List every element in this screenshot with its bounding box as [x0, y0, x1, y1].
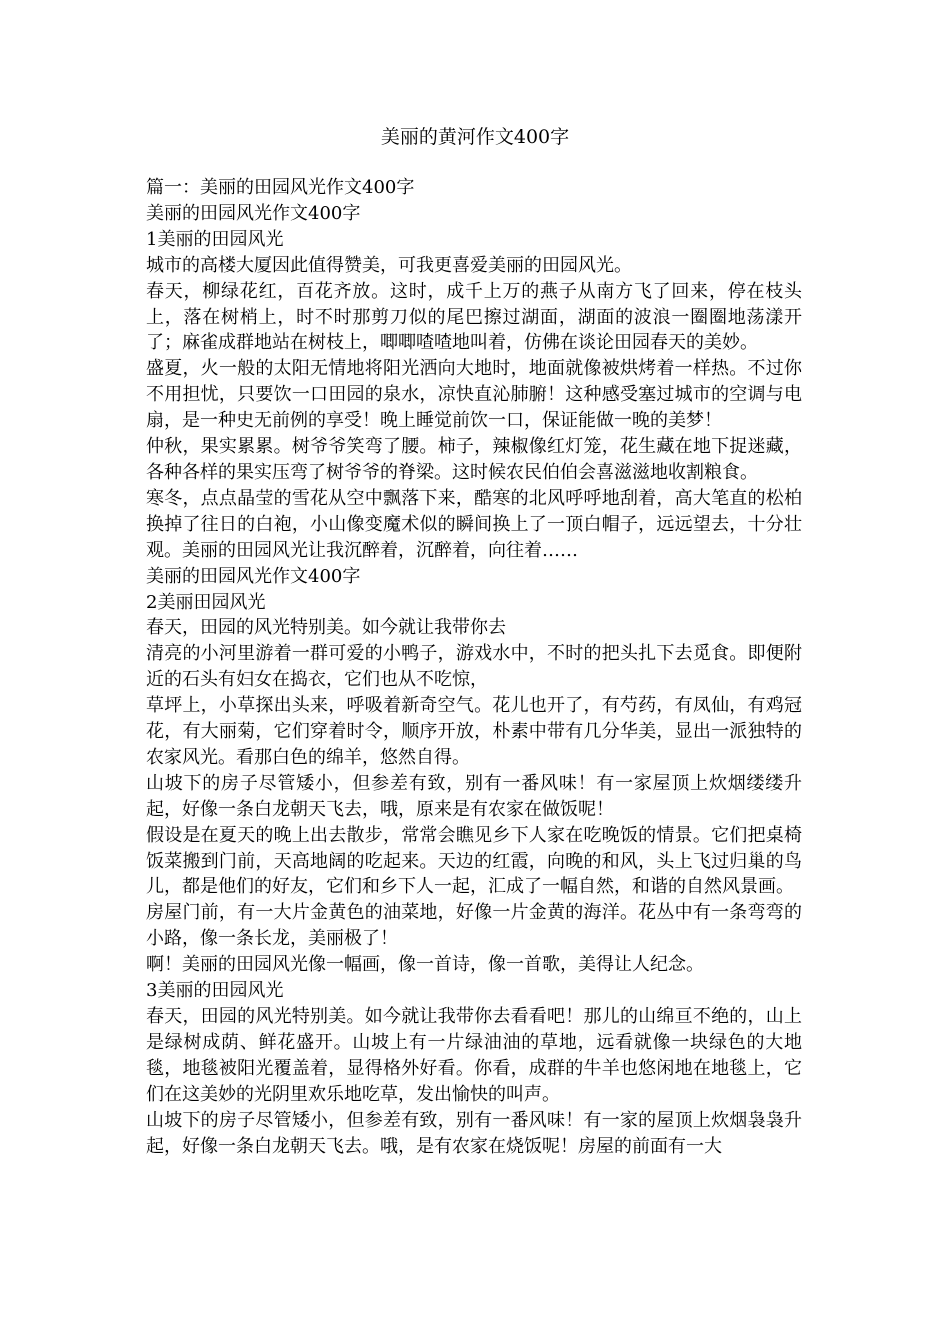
paragraph: 寒冬，点点晶莹的雪花从空中飘落下来，酷寒的北风呼呼地刮着，高大笔直的松柏换掉了往日的白袍，小山像变魔术似的瞬间换上了一顶白帽子，远远望去，十分壮观。美丽的田园风光让我沉醉着，沉醉着，向往着…… — [146, 487, 802, 561]
paragraph: 山坡下的房子尽管矮小，但参差有致，别有一番风味！有一家的屋顶上炊烟袅袅升起，好像一条白龙朝天飞去。哦，是有农家在烧饭呢！房屋的前面有一大 — [146, 1109, 802, 1157]
paragraph: 清亮的小河里游着一群可爱的小鸭子，游戏水中，不时的把头扎下去觅食。即便附近的石头有妇女在捣衣，它们也从不吃惊， — [146, 643, 802, 691]
paragraph: 美丽的田园风光作文400字 — [146, 202, 361, 224]
paragraph: 2美丽田园风光 — [146, 591, 266, 613]
paragraph: 啊！美丽的田园风光像一幅画，像一首诗，像一首歌，美得让人纪念。 — [146, 954, 704, 976]
document-body — [146, 175, 802, 1159]
paragraph: 3美丽的田园风光 — [146, 980, 284, 1002]
paragraph: 盛夏，火一般的太阳无情地将阳光洒向大地时，地面就像被烘烤着一样热。不过你不用担忧，只要饮一口田园的泉水，凉快直沁肺腑！这种感受塞过城市的空调与电扇，是一种史无前例的享受！晚上睡觉前饮一口，保证能做一晚的美梦！ — [146, 358, 802, 432]
paragraph: 美丽的田园风光作文400字 — [146, 565, 361, 587]
paragraph: 春天，田园的风光特别美。如今就让我带你去看看吧！那儿的山绵亘不绝的，山上是绿树成荫、鲜花盛开。山坡上有一片绿油油的草地，远看就像一块绿色的大地毯，地毯被阳光覆盖着，显得格外好看。你看，成群的牛羊也悠闲地在地毯上，它们在这美妙的光阴里欢乐地吃草，发出愉快的叫声。 — [146, 1006, 802, 1105]
paragraph: 山坡下的房子尽管矮小，但参差有致，别有一番风味！有一家屋顶上炊烟缕缕升起，好像一条白龙朝天飞去，哦，原来是有农家在做饭呢！ — [146, 772, 802, 820]
paragraph: 城市的高楼大厦因此值得赞美，可我更喜爱美丽的田园风光。 — [146, 254, 632, 276]
paragraph: 春天，田园的风光特别美。如今就让我带你去 — [146, 617, 506, 639]
paragraph: 草坪上，小草探出头来，呼吸着新奇空气。花儿也开了，有芍药，有凤仙，有鸡冠花，有大丽菊，它们穿着时令，顺序开放，朴素中带有几分华美，显出一派独特的农家风光。看那白色的绵羊，悠然自得。 — [146, 695, 802, 768]
paragraph: 春天，柳绿花红，百花齐放。这时，成千上万的燕子从南方飞了回来，停在枝头上，落在树梢上，时不时那剪刀似的尾巴擦过湖面，湖面的波浪一圈圈地荡漾开了；麻雀成群地站在树枝上，唧唧喳喳地叫着，仿佛在谈论田园春天的美妙。 — [146, 280, 802, 354]
paragraph: 假设是在夏天的晚上出去散步，常常会瞧见乡下人家在吃晚饭的情景。它们把桌椅饭菜搬到门前，天高地阔的吃起来。天边的红霞，向晚的和风，头上飞过归巢的鸟儿，都是他们的好友，它们和乡下人一起，汇成了一幅自然，和谐的自然风景画。 — [146, 824, 802, 898]
paragraph: 1美丽的田园风光 — [146, 228, 284, 250]
paragraph: 篇一：美丽的田园风光作文400字 — [146, 177, 415, 198]
paragraph: 仲秋，果实累累。树爷爷笑弯了腰。柿子，辣椒像红灯笼，花生藏在地下捉迷藏，各种各样的果实压弯了树爷爷的脊梁。这时候农民伯伯会喜滋滋地收割粮食。 — [146, 436, 802, 483]
document-title: 美丽的黄河作文400字 — [380, 126, 570, 148]
paragraph: 房屋门前，有一大片金黄色的油菜地，好像一片金黄的海洋。花丛中有一条弯弯的小路，像一条长龙，美丽极了！ — [146, 902, 802, 950]
